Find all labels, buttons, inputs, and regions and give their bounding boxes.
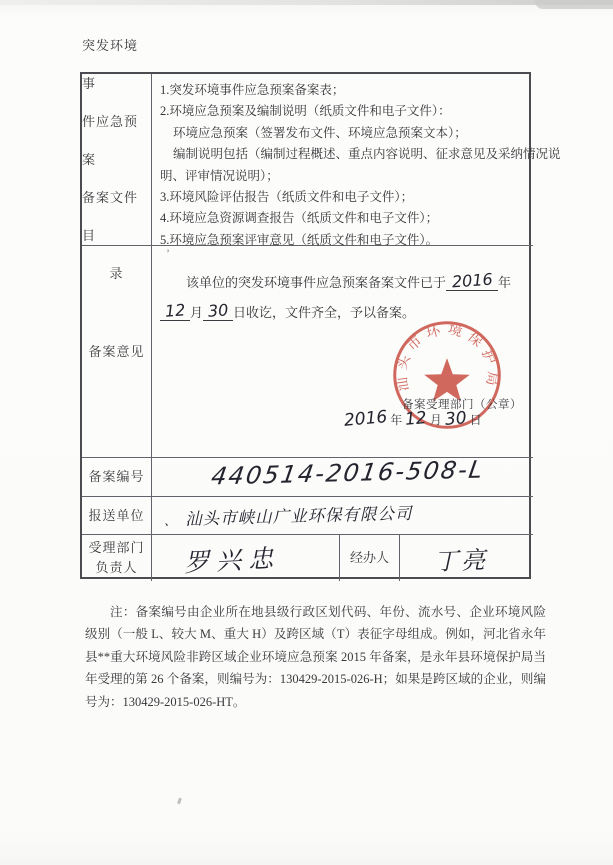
- handwritten-signature-handler: 丁亮: [433, 546, 489, 576]
- scan-corner-artifact: [535, 0, 613, 9]
- stray-mark-artifact: ’: [166, 246, 170, 260]
- unit-content-cell: [152, 497, 533, 535]
- year-unit: 年: [498, 275, 512, 290]
- person-label-cell: [82, 535, 152, 581]
- handwritten-month: 12: [164, 300, 186, 321]
- directory-item: 5.环境应急预案评审意见（纸质文件和电子文件）。: [160, 232, 439, 247]
- speck-artifact: [177, 798, 182, 805]
- number-label: 备案编号: [88, 469, 145, 484]
- handwritten-unit-name: [164, 500, 413, 530]
- directory-item: 3.环境风险评估报告（纸质文件和电子文件）；: [160, 190, 414, 205]
- stamp-date-year: 2016: [343, 407, 389, 431]
- directory-label-line: 件应急预案: [82, 113, 139, 167]
- stamp-date-month-unit: 月: [429, 413, 442, 427]
- stamp-date-day-unit: 日: [469, 413, 482, 427]
- filled-year-blank: [446, 269, 498, 292]
- seal-arc-text: 汕头市环境保护局: [393, 321, 501, 393]
- directory-content-cell: [152, 74, 561, 247]
- handwritten-comma-mark: 、: [163, 513, 178, 529]
- handwritten-day: 30: [207, 300, 229, 321]
- stamp-date-month: 12: [404, 408, 428, 430]
- handwritten-signature-responsible: 罗兴忠: [183, 543, 281, 578]
- month-unit: 月: [190, 305, 204, 320]
- opinion-text-line2: 收讫，文件齐全，予以备案。: [246, 305, 416, 320]
- seal-star-icon: [424, 358, 470, 401]
- unit-label-cell: [82, 497, 152, 535]
- footnote-text: 注：备案编号由企业所在地县级行政区划代码、年份、流水号、企业环境风险级别（一般 L、较大 M、重大 H）及跨区域（T）表征字母组成。例如，河北省永年县**重大环境风险非跨区域企业环境应急预案 2015 年备案，是永年县环境保护局当年受理的第 26 个备案，则编号为：130429-2015-026-H；如果是跨区域的企业，则编号为：130429-2015-026-HT。: [85, 605, 546, 709]
- unit-label: 报送单位: [88, 507, 145, 523]
- number-content-cell: [152, 455, 533, 497]
- directory-item: 4.环境应急资源调查报告（纸质文件和电子文件）；: [160, 211, 439, 226]
- stamp-date-day: 30: [444, 408, 468, 430]
- dept-seal-label: 备案受理部门（公章）: [402, 399, 522, 411]
- directory-label-line: 备案文件目: [82, 189, 139, 243]
- filled-month-blank: [160, 300, 190, 321]
- directory-item: 编制说明包括（编制过程概述、重点内容说明、征求意见及采纳情况说: [173, 147, 561, 162]
- opinion-content-cell: [152, 246, 533, 458]
- handwritten-year: 2016: [451, 269, 493, 292]
- directory-label-line: 录: [109, 265, 124, 281]
- handler-signature-cell: [400, 535, 533, 581]
- number-label-cell: [82, 458, 152, 497]
- directory-label-line: 突发环境事: [82, 37, 139, 91]
- person-signature-cell: [152, 535, 340, 581]
- opinion-label-cell: [82, 246, 152, 458]
- opinion-text-before: 该单位的突发环境事件应急预案备案文件已于: [186, 275, 447, 290]
- filing-form-table: [80, 37, 561, 579]
- unit-name-text: 汕头市峡山广业环保有限公司: [184, 503, 413, 529]
- directory-item: 1.突发环境事件应急预案备案表；: [160, 83, 345, 97]
- stamp-date-year-unit: 年: [390, 413, 403, 427]
- handwritten-stamp-date: [344, 409, 524, 429]
- directory-item: 明、评审情况说明）；: [160, 168, 279, 183]
- person-label-line2: 负责人: [95, 560, 138, 575]
- handler-label: 经办人: [349, 550, 389, 565]
- scan-edge-artifact: [0, 0, 613, 5]
- handwritten-filing-number: 440514-2016-508-L: [209, 455, 487, 491]
- filled-day-blank: [203, 300, 233, 321]
- day-unit: 日: [233, 305, 247, 320]
- opinion-label: 备案意见: [88, 343, 145, 359]
- handler-label-cell: [340, 535, 400, 581]
- directory-label-cell: [82, 37, 152, 281]
- directory-item: 环境应急预案（签署发布文件、环境应急预案文本）；: [173, 125, 467, 140]
- person-label-line1: 受理部门: [88, 540, 145, 555]
- directory-item: 2.环境应急预案及编制说明（纸质文件和电子文件）：: [160, 104, 451, 119]
